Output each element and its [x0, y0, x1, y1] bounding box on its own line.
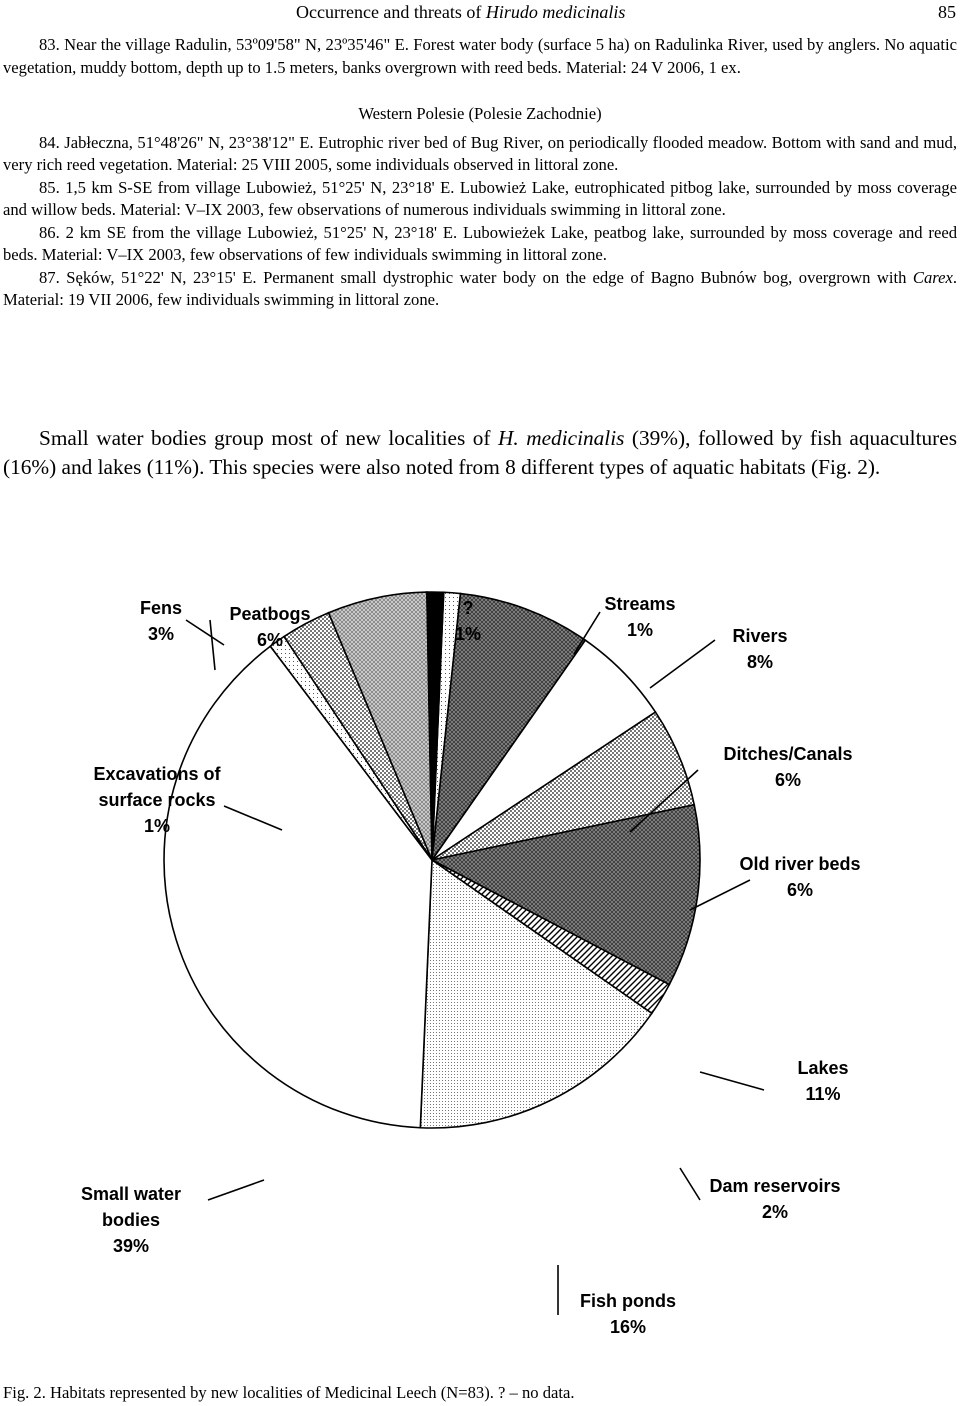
running-header [296, 0, 625, 24]
entry-87 [3, 267, 957, 312]
pie-label-fish-ponds: Fish ponds 16% [580, 1291, 676, 1337]
body-text-end: (39%), followed by fish aquacultures (16%) and lakes (11%). This species were also noted from 8 different types of aquatic habitats (Fig. 2). [3, 426, 957, 479]
pie-label-ditches-canals: Ditches/Canals 6% [723, 744, 853, 790]
pie-label-: ? 1% [454, 598, 482, 644]
pie-label-excavations-of: Excavations of surface rocks 1% [93, 764, 221, 836]
entry-83: 83. Near the village Radulin, 53º09'58" N, 23º35'46" E. Forest water body (surface 5 ha) on Radulinka River, used by anglers. No aquatic vegetation, muddy bottom, depth up to 1.5 meters, banks overgrown with reed beds. Material: 24 V 2006, 1 ex. [3, 35, 957, 77]
leader-line [680, 1168, 700, 1200]
entry-87-genus: Carex [912, 267, 953, 287]
leader-line [208, 1180, 264, 1200]
pie-label-dam-reservoirs: Dam reservoirs 2% [709, 1176, 841, 1222]
body-species: H. medicinalis [498, 426, 625, 450]
leader-line [700, 1072, 764, 1090]
leader-line [186, 620, 224, 645]
pie-label-old-river-beds: Old river beds 6% [739, 854, 861, 900]
pie-label-small-water: Small water bodies 39% [80, 1184, 182, 1256]
entry-87-text: 87. Sęków, 51°22' N, 23°15' E. Permanent small dystrophic water body on the edge of Bagno Bubnów bog, overgrown with [39, 267, 913, 287]
body-text: Small water bodies group most of new localities of [39, 426, 499, 450]
page-number: 85 [938, 2, 956, 22]
pie-label-peatbogs: Peatbogs 6% [229, 604, 311, 650]
pie-label-streams: Streams 1% [604, 594, 676, 640]
leader-line [650, 640, 715, 688]
pie-label-lakes: Lakes 11% [797, 1058, 849, 1104]
figure-caption: Fig. 2. Habitats represented by new localities of Medicinal Leech (N=83). ? – no data. [3, 1383, 575, 1402]
habitat-pie-chart [0, 560, 960, 1370]
pie-label-fens: Fens 3% [139, 598, 183, 644]
entry-86: 86. 2 km SE from the village Lubowież, 51°25' N, 23°18' E. Lubowieżek Lake, peatbog lake, surrounded by moss coverage and reed beds. Material: V–IX 2003, few observations of few individuals swimming in littoral zone. [3, 222, 957, 264]
locality-list [3, 34, 957, 312]
header-title-species: Hirudo medicinalis [485, 2, 626, 22]
header-title-prefix: Occurrence and threats of [296, 2, 486, 22]
body-paragraph [3, 424, 957, 482]
entry-87-text-end: . Material: 19 VII 2006, few individuals swimming in littoral zone. [3, 267, 957, 309]
entry-85: 85. 1,5 km S-SE from village Lubowież, 51°25' N, 23°18' E. Lubowież Lake, eutrophicated pitbog lake, surrounded by moss coverage and willow beds. Material: V–IX 2003, few observations of numerous individuals swimming in littoral zone. [3, 177, 957, 219]
region-heading: Western Polesie (Polesie Zachodnie) [358, 104, 602, 123]
leader-line [210, 620, 215, 670]
entry-84: 84. Jabłeczna, 51°48'26" N, 23°38'12" E. Eutrophic river bed of Bug River, on periodically flooded meadow. Bottom with sand and mud, very rich reed vegetation. Material: 25 VIII 2005, some individuals observed in littoral zone. [3, 132, 957, 174]
pie-label-rivers: Rivers 8% [732, 626, 788, 672]
